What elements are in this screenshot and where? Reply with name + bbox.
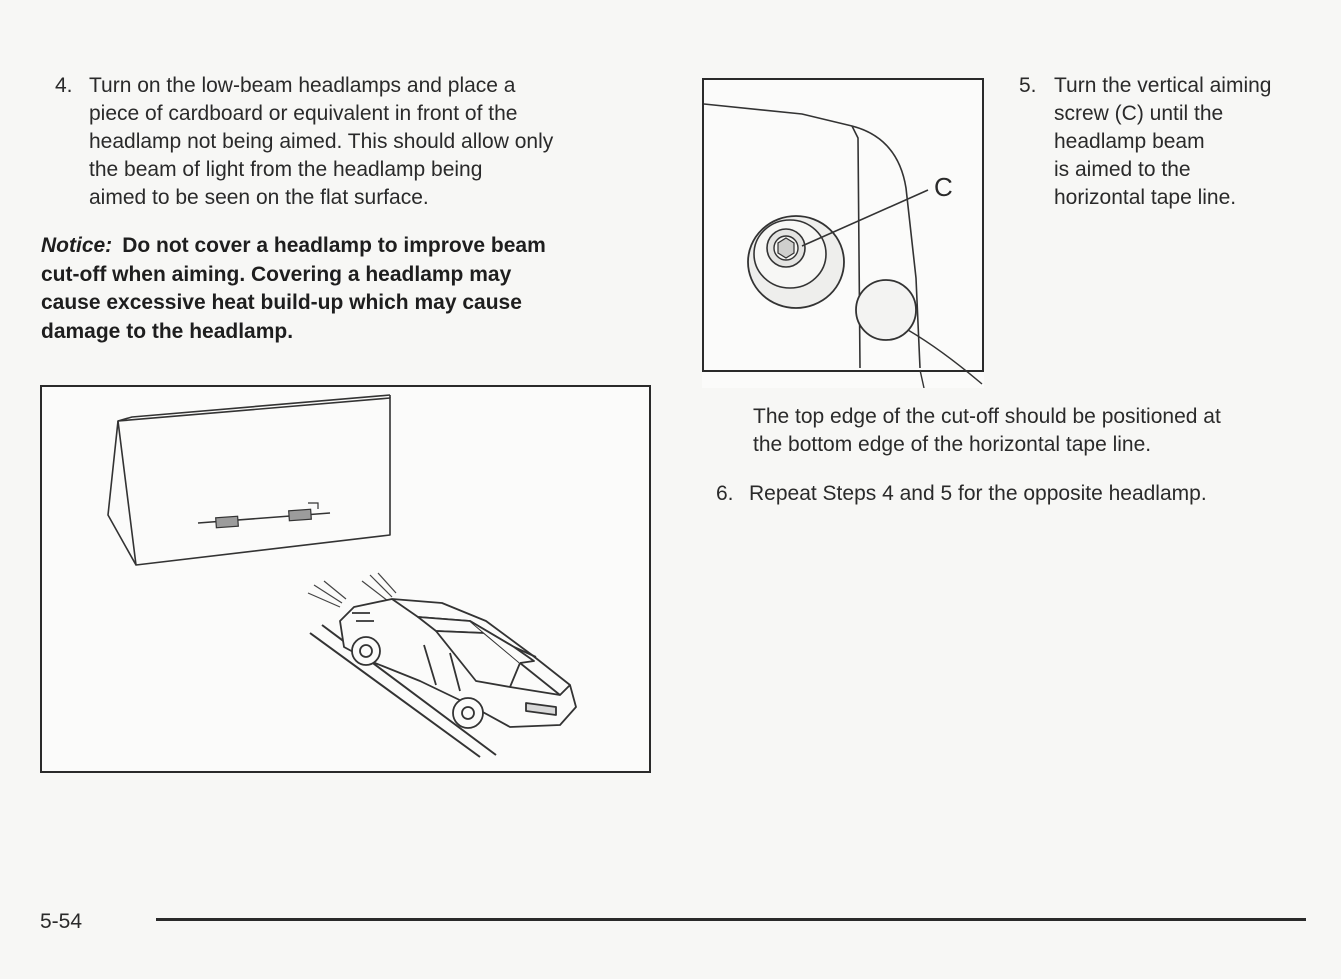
notice-line: cause excessive heat build-up which may cause bbox=[41, 291, 522, 314]
step-5-line: screw (C) until the bbox=[1054, 102, 1224, 125]
notice-line: Do not cover a headlamp to improve beam bbox=[122, 234, 546, 257]
wall-board bbox=[108, 395, 390, 565]
step-6 bbox=[716, 480, 1316, 510]
step-5-line: headlamp beam bbox=[1054, 130, 1205, 153]
notice-line: cut-off when aiming. Covering a headlamp may bbox=[41, 262, 512, 286]
car bbox=[340, 599, 576, 728]
notice-block bbox=[41, 232, 661, 346]
notice-label: Notice: bbox=[41, 234, 113, 257]
step-6-text bbox=[749, 480, 1207, 508]
step-5-text bbox=[1054, 72, 1271, 212]
step-4-line: piece of cardboard or equivalent in front of the bbox=[89, 102, 518, 125]
wall-car-drawing bbox=[40, 385, 651, 773]
notice-line: damage to the headlamp. bbox=[41, 319, 294, 343]
cutoff-note-line: The top edge of the cut-off should be positioned at bbox=[753, 405, 1221, 428]
headlamp-aiming-wall-illustration bbox=[40, 385, 651, 773]
step-5-line: is aimed to the bbox=[1054, 158, 1191, 181]
step-4-number: 4. bbox=[55, 74, 73, 97]
step-5 bbox=[1019, 72, 1329, 222]
step-4 bbox=[55, 72, 655, 222]
step-4-line: headlamp not being aimed. This should allow only bbox=[89, 130, 554, 153]
step-4-line: the beam of light from the headlamp being bbox=[89, 158, 483, 181]
step-6-number: 6. bbox=[716, 482, 734, 505]
aiming-screw-illustration bbox=[702, 78, 984, 388]
step-4-text bbox=[89, 72, 553, 212]
callout-c-label: C bbox=[934, 172, 953, 202]
step-5-number: 5. bbox=[1019, 74, 1037, 97]
footer-rule bbox=[156, 918, 1306, 921]
step-4-line: Turn on the low-beam headlamps and place a bbox=[89, 74, 516, 97]
screw-drawing bbox=[702, 78, 984, 388]
cutoff-note-line: the bottom edge of the horizontal tape line. bbox=[753, 433, 1152, 456]
cutoff-note bbox=[753, 403, 1221, 459]
page-number: 5-54 bbox=[40, 910, 83, 933]
step-6-line: Repeat Steps 4 and 5 for the opposite headlamp. bbox=[749, 482, 1207, 505]
step-4-line: aimed to be seen on the flat surface. bbox=[89, 186, 429, 209]
step-5-line: horizontal tape line. bbox=[1054, 186, 1237, 209]
step-5-line: Turn the vertical aiming bbox=[1054, 74, 1272, 97]
